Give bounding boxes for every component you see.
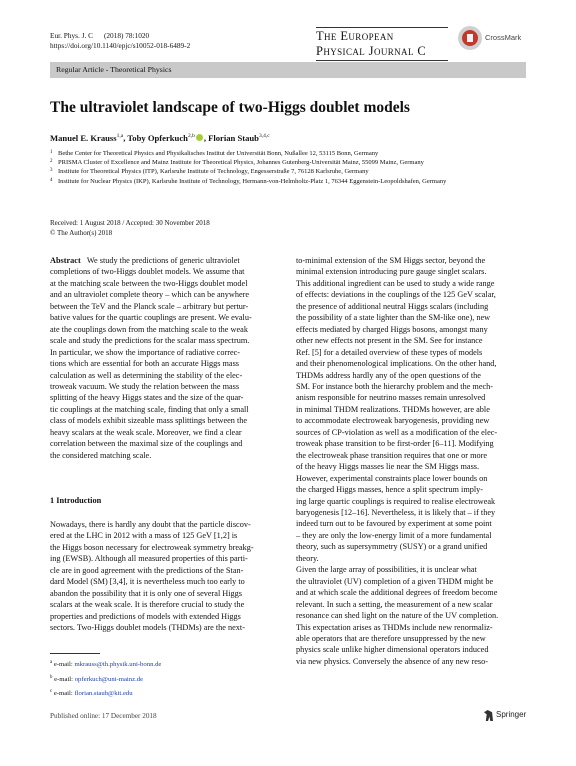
text-line: the electroweak phase transition requires that one or more (296, 450, 488, 460)
text-line: This expectation arises as THDMs include new renormaliz- (296, 622, 493, 632)
text-line: ered at the LHC in 2012 with a mass of 125 GeV [1,2] is (50, 531, 238, 541)
crossmark-label: CrossMark (485, 33, 522, 42)
abstract (50, 255, 281, 461)
text-line: other new effects not present in the SM. See for instance (296, 336, 483, 346)
article-type-band: Regular Article - Theoretical Physics (50, 62, 526, 78)
affiliation-number: 3 (50, 168, 53, 174)
text-line: via new physics. Conversely the absence of any new reso- (296, 656, 488, 666)
text-line: the possibility of a state lighter than the SM-like one), new (296, 313, 491, 323)
introduction-text (50, 519, 281, 634)
text-line: sectors. Two-Higgs doublet models (THDMs) are the next- (50, 623, 245, 633)
text-line: to accommodate electroweak baryogenesis, providing new (296, 416, 490, 426)
text-line: ing (EWSB). Although all measured properties of this parti- (50, 554, 248, 564)
text-line: class of models exhibit sizeable mass splittings between the (50, 416, 248, 426)
footnote-rule (50, 653, 100, 654)
footnote-mark: c (50, 689, 53, 695)
text-line: properties and predictions of models with extended Higgs (50, 611, 241, 621)
text-line: – they are only the low-energy limit of a more fundamental (296, 530, 492, 540)
copyright: © The Author(s) 2018 (50, 228, 113, 237)
text-line: at the matching scale between the two-Higgs doublet model (50, 278, 248, 288)
text-line: In particular, we show the importance of radiative correc- (50, 347, 241, 357)
text-line: completions of two-Higgs doublet models. We assume that (50, 267, 245, 277)
text-line: resonance can shed light on the nature of the UV completion. (296, 611, 499, 621)
text-line: of the heavy Higgs masses lie near the SM Higgs mass. (296, 462, 480, 472)
affiliation-text: PRISMA Cluster of Excellence and Mainz Institute for Theoretical Physics, Johannes Gutenberg-Universität Mainz, 55099 Mainz, Germany (58, 159, 424, 167)
journal-name-line2: Physical Journal C (316, 44, 427, 58)
text-line: sources of CP-violation as well as a modification of the elec- (296, 427, 498, 437)
text-line: Ref. [5] for a detailed overview of these types of models (296, 347, 483, 357)
text-line: of effects: deviations in the couplings of the 125 GeV scalar, (296, 290, 496, 300)
orcid-icon[interactable] (196, 134, 203, 141)
author-name: Florian Staub (208, 133, 259, 143)
text-line: Nowadays, there is hardly any doubt that the particle discov- (50, 520, 251, 529)
author-name: Toby Opferkuch (127, 133, 188, 143)
text-line: the charged Higgs masses, hence a split spectrum imply- (296, 485, 484, 495)
affiliation-text: Institute for Theoretical Physics (ITP), Karlsruhe Institute of Technology, Engesserstraße 7, 76128 Karlsruhe, Germany (58, 168, 369, 176)
text-line: Given the large array of possibilities, it is unclear what (296, 565, 477, 575)
text-line: and at which scale the additional degrees of freedom become (296, 588, 498, 598)
text-line: splitting of the heavy Higgs states and the size of the quar- (50, 393, 244, 403)
text-line: between the TeV and the Planck scale – arbitrary but pertur- (50, 301, 249, 311)
paper-title: The ultraviolet landscape of two-Higgs doublet models (50, 99, 410, 116)
text-line: minimal extension introducing pure gauge singlet scalars. (296, 267, 487, 277)
text-line: This additional ingredient can be used to study a wide range (296, 278, 495, 288)
text-line: THDMs address hardly any of the open questions of the (296, 370, 481, 380)
text-line: tic couplings at the matching scale, finding that only a small (50, 404, 249, 414)
journal-name-line1: The European (316, 29, 394, 43)
text-line: correlation between the maximal size of the couplings and (50, 439, 243, 449)
text-line: the presence of additional neutral Higgs scalars (including (296, 301, 489, 311)
text-line: However, experimental constraints place lower bounds on (296, 473, 488, 483)
journal-logo (316, 27, 448, 62)
author-list: Manuel E. Krauss$^{1,a}$, Toby Opferkuch$^{2,b}$ , Florian Staub$^{3,4,c}$ (50, 133, 270, 143)
author-sup: 1,a (116, 133, 124, 140)
text-line: calculation as well as determining the stability of the elec- (50, 370, 243, 380)
affiliation-text: Institute for Nuclear Physics (IKP), Karlsruhe Institute of Technology, Hermann-von-Helmholtz-Platz 1, 76344 Eggenstein-Leopoldshafen, Germany (58, 177, 447, 185)
email-link[interactable]: mkrauss@th.physik.uni-bonn.de (74, 661, 162, 669)
header-meta (50, 31, 190, 51)
springer-logo (484, 709, 530, 723)
text-line: the considered matching scale. (50, 450, 152, 460)
affiliation (50, 177, 526, 186)
text-line: effects mediated by charged Higgs bosons, amongst many (296, 324, 488, 334)
text-line: theory, such as supersymmetry (SUSY) or a grand unified (296, 542, 488, 552)
footnotes (50, 657, 161, 701)
doi-link[interactable]: https://doi.org/10.1140/epjc/s10052-018-6489-2 (50, 41, 191, 50)
affiliation (50, 158, 526, 167)
email-link[interactable]: opferkuch@uni-mainz.de (74, 675, 144, 683)
text-line: indeed turn out to be favoured by experiment at some point (296, 519, 492, 529)
text-line: the ultraviolet (UV) completion of a given THDM might be (296, 576, 494, 586)
text-line: heavy scalars at the weak scale. Moreover, we find a clear (50, 427, 242, 437)
affiliation (50, 167, 526, 176)
email-link[interactable]: florian.staub@kit.edu (74, 690, 133, 698)
crossmark-icon (458, 26, 482, 50)
text-line: and an ultraviolet complete theory – which can be anywhere (50, 290, 250, 300)
volume-info: (2018) 78:1020 (103, 31, 150, 40)
received-accepted: Received: 1 August 2018 / Accepted: 30 November 2018 (50, 219, 210, 227)
affiliation-number: 2 (50, 159, 53, 165)
section-heading-introduction: 1 Introduction (50, 496, 102, 505)
affiliation-text: Bethe Center for Theoretical Physics and Physikalisches Institut der Universität Bonn, Nußallee 12, 53115 Bonn, Germany (58, 150, 379, 157)
text-line: tions which are essential for both an accurate Higgs mass (50, 359, 240, 369)
text-line: and their phenomenological implications. On the other hand, (296, 359, 497, 369)
springer-horse-icon (484, 710, 493, 721)
footnote-label: e-mail: (53, 690, 75, 698)
text-line: able operators that are therefore unsuppressed by the new (296, 633, 486, 643)
abstract-label: Abstract (50, 256, 81, 265)
text-line: baryogenesis [12–16]. Nevertheless, it is likely that – if they (296, 507, 496, 517)
text-line: dard Model (SM) [3,4], it is nevertheless much too early to (50, 577, 245, 587)
text-line: bative values for the quartic couplings are present. We evalu- (50, 313, 252, 323)
right-column-text (296, 255, 526, 667)
footnote (50, 686, 161, 701)
footnote-label: e-mail: (54, 675, 75, 683)
publisher-name: Springer (496, 710, 527, 719)
text-line: cle are in good agreement with the predictions of the Stan- (50, 565, 244, 575)
text-line: abandon the possibility that it is only one of several Higgs (50, 588, 243, 598)
text-line: the Higgs boson necessary for electroweak symmetry breakg- (50, 542, 254, 552)
text-line: troweak phase transition to be first-order [6–11]. Modifying (296, 439, 494, 449)
text-line: ing large quartic couplings is required to realise electroweak (296, 496, 496, 506)
author-sup: 3,4,c (258, 133, 270, 140)
text-line: relevant. In such a setting, the measurement of a new scalar (296, 599, 493, 609)
published-online: Published online: 17 December 2018 (50, 712, 157, 720)
text-line: ate the couplings down from the matching scale to the weak (50, 324, 248, 334)
text-line: Abstract We study the predictions of generic ultraviolet (50, 256, 240, 265)
text-line: in minimal THDM realizations. THDMs however, are able (296, 404, 490, 414)
author-name: Manuel E. Krauss (50, 133, 117, 143)
article-dates (50, 219, 210, 238)
footnote (50, 672, 161, 687)
footnote-mark: b (50, 674, 53, 680)
affiliations (50, 149, 526, 186)
footnote-label: e-mail: (53, 661, 75, 669)
text-line: scale and study the predictions for the scalar mass spectrum. (50, 336, 250, 346)
text-line: scalars at the weak scale. It is therefore crucial to study the (50, 600, 245, 610)
text-line: to-minimal extension of the SM Higgs sector, beyond the (296, 256, 486, 265)
text-line: theory. (296, 553, 319, 563)
crossmark-badge[interactable] (458, 26, 538, 54)
journal-abbr: Eur. Phys. J. C (50, 31, 93, 40)
text-line: physics scale unlike higher dimensional operators induced (296, 645, 489, 655)
footnote-mark: a (50, 660, 53, 665)
text-line: SM. For instance both the hierarchy problem and the mech- (296, 381, 494, 391)
affiliation-number: 1 (50, 150, 53, 155)
affiliation-number: 4 (50, 177, 53, 183)
text-line: anism responsible for neutrino masses remain unresolved (296, 393, 486, 403)
affiliation (50, 149, 526, 158)
author-sup: 2,b (187, 133, 195, 140)
text-line: troweak vacuum. We study the relation between the mass (50, 381, 240, 391)
footnote (50, 657, 161, 672)
